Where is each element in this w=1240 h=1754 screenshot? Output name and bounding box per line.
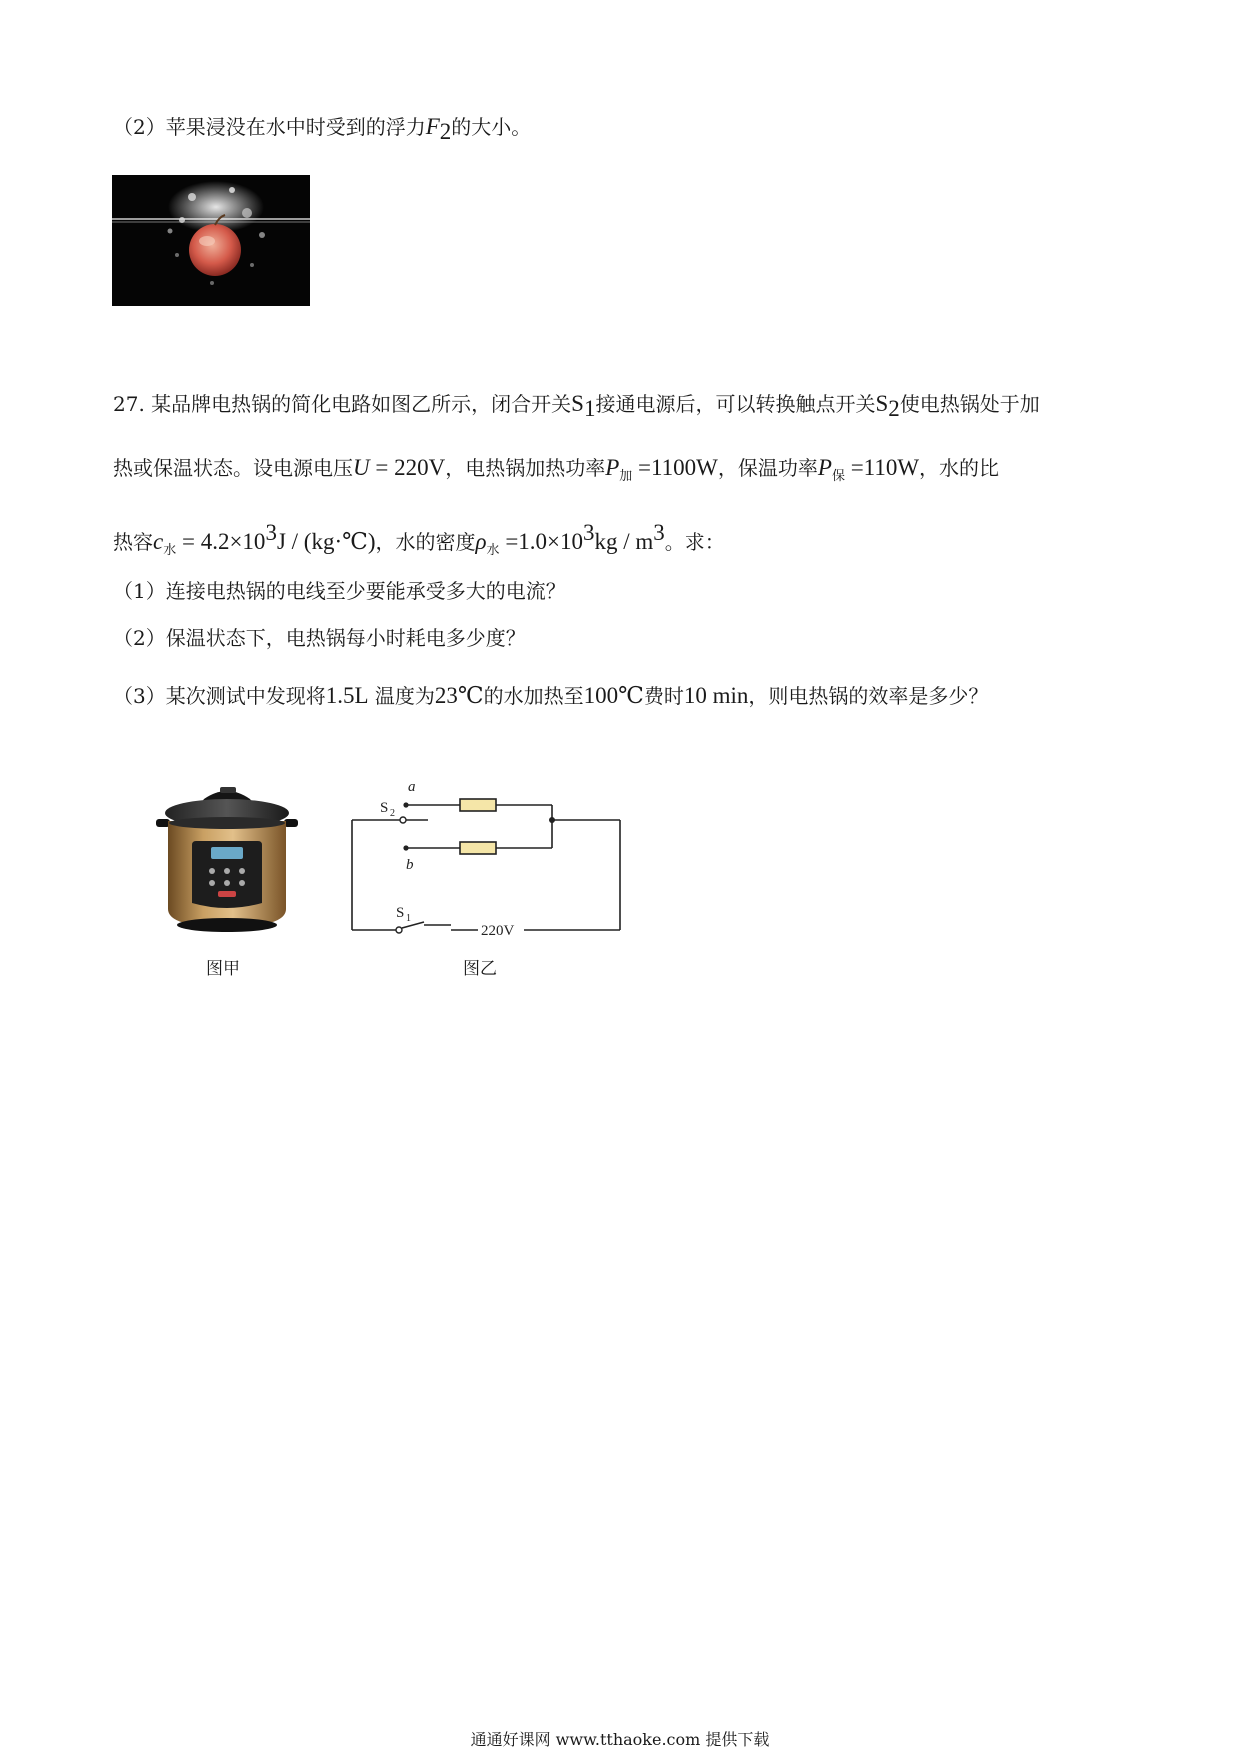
junction-node	[549, 817, 555, 823]
q27-text-2a: 热或保温状态。设电源电压	[113, 456, 353, 480]
q27-sub2-text: （2）保温状态下，电热锅每小时耗电多少度？	[113, 626, 526, 650]
density-unit: kg / m	[594, 529, 654, 554]
q27-text-1a: 27. 某品牌电热锅的简化电路如图乙所示，闭合开关	[113, 392, 572, 416]
resistor-b	[460, 842, 496, 854]
q27-text-3a: 热容	[113, 530, 153, 554]
specific-heat-exponent: 3	[265, 520, 277, 545]
keep-power-subscript: 保	[831, 469, 845, 484]
apple-in-water-photo	[112, 175, 310, 306]
voltage-value: = 220V	[369, 455, 446, 480]
specific-heat-value: = 4.2×10	[176, 529, 266, 554]
contact-b	[403, 845, 408, 850]
q27-sub2	[113, 624, 526, 652]
q27-sub3	[113, 682, 988, 710]
q26-part2-line	[113, 113, 531, 146]
contact-a	[403, 802, 408, 807]
q26-part2-tail: 的大小。	[451, 115, 532, 139]
s1-pivot	[396, 927, 402, 933]
q27-sub3-text-a: （3）某次测试中发现将	[113, 684, 326, 708]
density-subscript: 水	[486, 543, 500, 558]
switch-s1-symbol: S	[571, 391, 584, 416]
electric-cooker-image	[156, 785, 298, 940]
time-value: 10 min	[683, 683, 749, 708]
switch-s2-subscript: 2	[888, 396, 900, 421]
heat-power-symbol: P	[605, 455, 620, 480]
heat-power-subscript: 加	[619, 469, 633, 484]
voltage-symbol: U	[353, 455, 370, 480]
q27-text-3c: 。求：	[664, 530, 725, 554]
resistor-a	[460, 799, 496, 811]
label-s1: S	[396, 905, 405, 921]
q27-sub1	[113, 577, 566, 605]
specific-heat-subscript: 水	[163, 543, 177, 558]
q27-sub3-text-b: 温度为	[368, 684, 435, 708]
q27-line3	[113, 519, 725, 565]
q26-part2-text: （2）苹果浸没在水中时受到的浮力	[113, 115, 426, 139]
density-value: =1.0×10	[499, 529, 584, 554]
keep-power-value: =110W	[844, 455, 920, 480]
s2-pivot	[400, 817, 406, 823]
density-unit-exponent: 3	[653, 520, 665, 545]
start-temp-value: 23℃	[434, 683, 484, 708]
q27-text-1c: 使电热锅处于加	[899, 392, 1040, 416]
specific-heat-symbol: c	[153, 529, 164, 554]
q27-sub3-text-e: ，则电热锅的效率是多少？	[748, 684, 989, 708]
volume-value: 1.5L	[325, 683, 369, 708]
q27-sub1-text: （1）连接电热锅的电线至少要能承受多大的电流？	[113, 579, 566, 603]
q27-text-1b: 接通电源后，可以转换触点开关	[595, 392, 876, 416]
end-temp-value: 100℃	[583, 683, 644, 708]
caption-jia: 图甲	[206, 959, 240, 979]
caption-yi: 图乙	[463, 959, 497, 979]
label-s1-sub: 1	[406, 913, 411, 924]
q27-text-2c: ，保温功率	[717, 456, 818, 480]
specific-heat-unit: J / (kg·℃)	[276, 529, 376, 554]
switch-s1-subscript: 1	[583, 396, 596, 421]
label-s2-sub: 2	[390, 808, 395, 819]
label-s2: S	[380, 800, 389, 816]
heat-power-value: =1100W	[632, 455, 718, 480]
switch-s2-symbol: S	[875, 391, 889, 416]
q27-text-2b: ，电热锅加热功率	[445, 456, 606, 480]
q27-line2	[113, 454, 999, 491]
q27-sub3-text-c: 的水加热至	[483, 684, 584, 708]
footer-text: 通通好课网 www.tthaoke.com 提供下载	[470, 1730, 770, 1749]
circuit-diagram	[340, 765, 640, 970]
force-subscript: 2	[439, 119, 452, 144]
force-symbol: F	[425, 114, 440, 139]
q27-text-3b: ，水的密度	[375, 530, 476, 554]
q27-sub3-text-d: 费时	[643, 684, 684, 708]
density-symbol: ρ	[475, 529, 487, 554]
density-exponent: 3	[583, 520, 595, 545]
label-voltage: 220V	[481, 923, 515, 939]
keep-power-symbol: P	[817, 455, 832, 480]
label-b: b	[406, 857, 414, 873]
label-a: a	[408, 779, 416, 795]
q27-text-2d: ，水的比	[919, 456, 1000, 480]
q27-line1	[113, 390, 1040, 423]
